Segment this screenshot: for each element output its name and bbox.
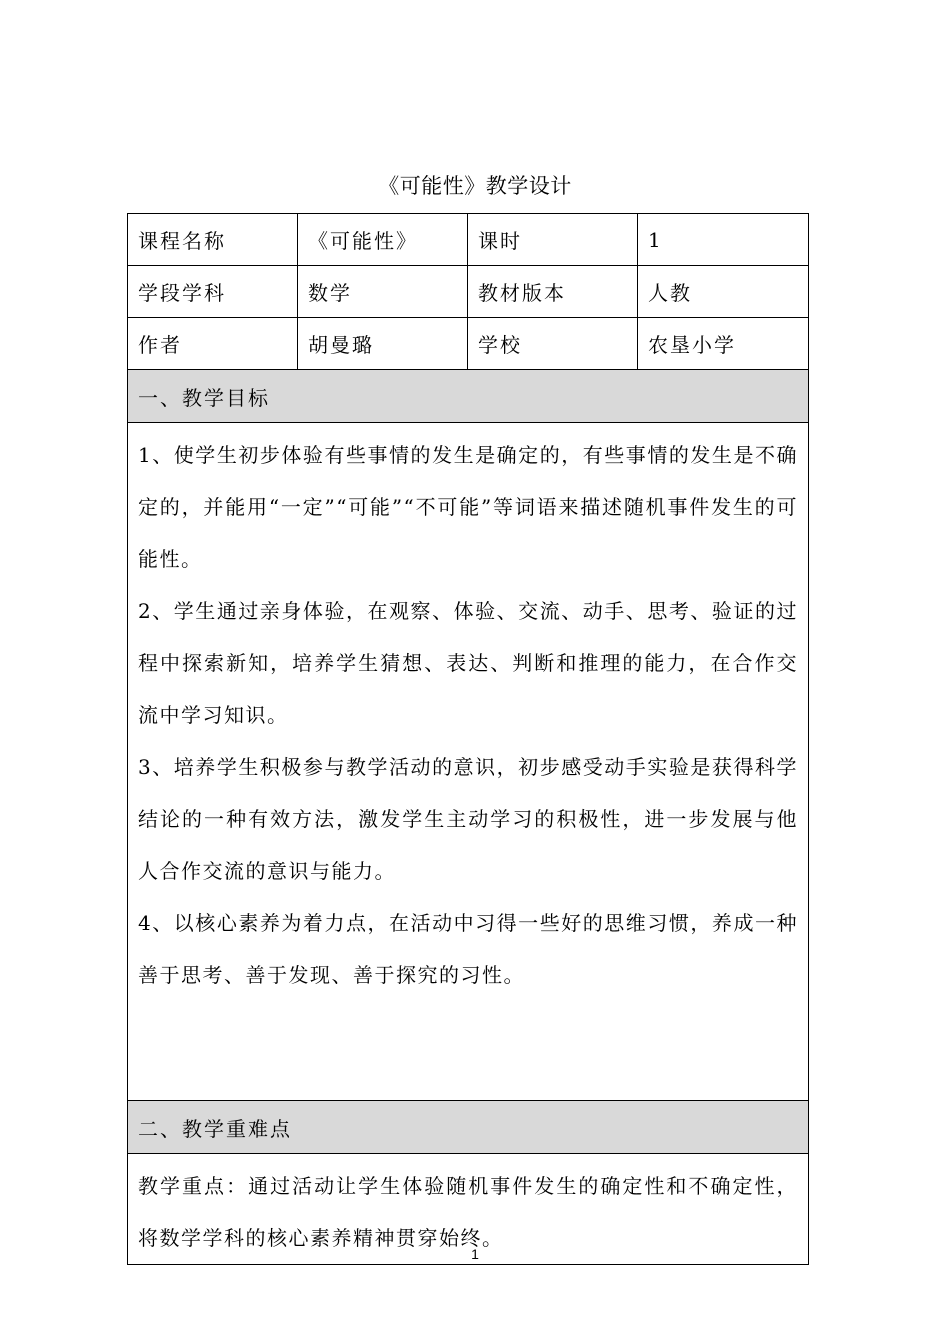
label-textbook-edition: 教材版本 [468, 266, 638, 318]
info-row-subject [128, 266, 809, 318]
key-point-paragraph: 教学重点：通过活动让学生体验随机事件发生的确定性和不确定性，将数学学科的核心素养精神贯穿始终。 [138, 1174, 798, 1250]
label-course-name: 课程名称 [128, 214, 298, 266]
label-school: 学校 [468, 318, 638, 370]
value-stage-subject: 数学 [298, 266, 468, 318]
objective-paragraph: 2、学生通过亲身体验，在观察、体验、交流、动手、思考、验证的过程中探索新知，培养学生猜想、表达、判断和推理的能力，在合作交流中学习知识。 [138, 599, 798, 727]
info-row-course [128, 214, 809, 266]
label-stage-subject: 学段学科 [128, 266, 298, 318]
objectives-content [128, 423, 809, 1101]
section-header-key-points [128, 1101, 809, 1154]
objectives-content-row [128, 423, 809, 1101]
objective-paragraph: 1、使学生初步体验有些事情的发生是确定的，有些事情的发生是不确定的，并能用“一定”“可能”“不可能”等词语来描述随机事件发生的可能性。 [138, 443, 798, 571]
page-number: 1 [471, 1246, 479, 1262]
value-course-name: 《可能性》 [298, 214, 468, 266]
value-textbook-edition: 人教 [638, 266, 809, 318]
objective-paragraph: 4、以核心素养为着力点，在活动中习得一些好的思维习惯，养成一种善于思考、善于发现、善于探究的习性。 [138, 911, 798, 987]
document-title: 《可能性》教学设计 [378, 174, 572, 198]
lesson-table [127, 213, 809, 1265]
section-header-objectives [128, 370, 809, 423]
key-points-heading: 二、教学重难点 [128, 1101, 809, 1154]
objective-paragraph: 3、培养学生积极参与教学活动的意识，初步感受动手实验是获得科学结论的一种有效方法，激发学生主动学习的积极性，进一步发展与他人合作交流的意识与能力。 [138, 755, 798, 883]
value-author: 胡曼璐 [298, 318, 468, 370]
value-school: 农垦小学 [638, 318, 809, 370]
label-author: 作者 [128, 318, 298, 370]
value-class-hours: 1 [638, 214, 809, 266]
objectives-heading: 一、教学目标 [128, 370, 809, 423]
label-class-hours: 课时 [468, 214, 638, 266]
info-row-author [128, 318, 809, 370]
